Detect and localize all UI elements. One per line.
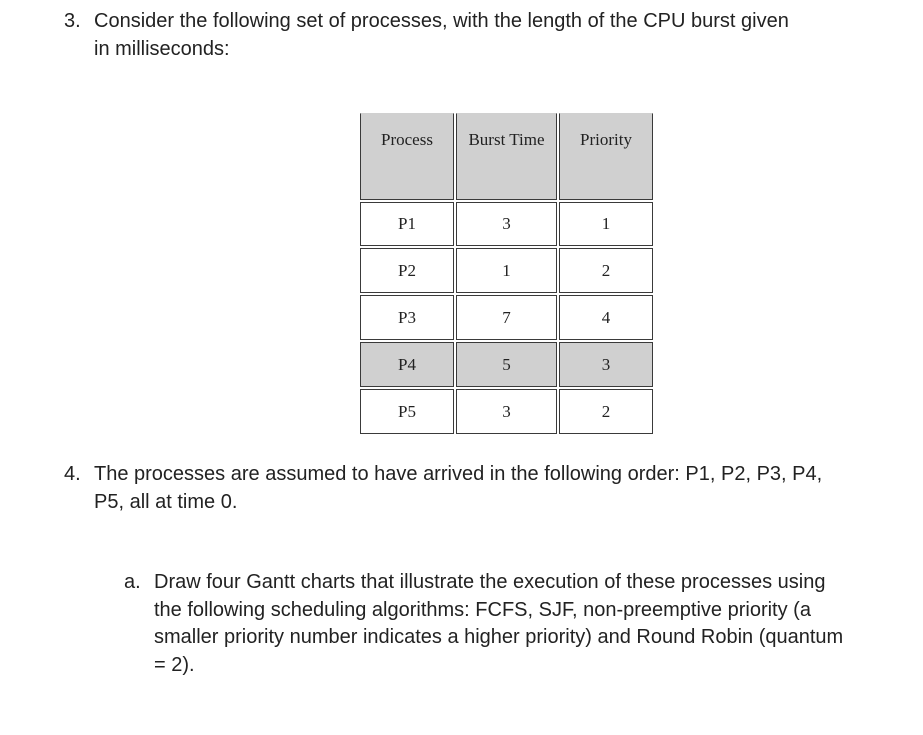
table-cell-priority: 2 <box>559 248 653 293</box>
table-header-burst-time: Burst Time <box>456 113 557 200</box>
table-cell-process: P1 <box>360 202 454 246</box>
question-4 <box>64 461 834 516</box>
table-cell-priority: 1 <box>559 202 653 246</box>
question-3-number: 3. <box>64 10 81 32</box>
table-header-priority: Priority <box>559 113 653 200</box>
table-header-process: Process <box>360 113 454 200</box>
table-cell-burst: 3 <box>456 389 557 434</box>
process-table <box>359 113 654 435</box>
question-4-text: The processes are assumed to have arrived in the following order: P1, P2, P3, P4, P5, all at time 0. <box>94 463 823 513</box>
question-4-number: 4. <box>64 463 81 485</box>
table-cell-process: P4 <box>360 342 454 387</box>
table-cell-burst: 3 <box>456 202 557 246</box>
question-3 <box>64 8 804 63</box>
subquestion-a-label: a. <box>124 571 141 593</box>
table-cell-priority: 2 <box>559 389 653 434</box>
table-cell-burst: 1 <box>456 248 557 293</box>
table-cell-process: P3 <box>360 295 454 340</box>
subquestion-a <box>124 569 844 679</box>
question-3-text: Consider the following set of processes, with the length of the CPU burst given in milliseconds: <box>94 10 789 60</box>
table-cell-process: P5 <box>360 389 454 434</box>
subquestion-a-text: Draw four Gantt charts that illustrate the execution of these processes using the following scheduling algorithms: FCFS, SJF, non-preemptive priority (a smaller priority number indicates a higher priority) and Round Robin (quantum = 2). <box>154 571 844 676</box>
table-cell-priority: 3 <box>559 342 653 387</box>
table-cell-burst: 7 <box>456 295 557 340</box>
table-cell-priority: 4 <box>559 295 653 340</box>
table-cell-process: P2 <box>360 248 454 293</box>
table-cell-burst: 5 <box>456 342 557 387</box>
